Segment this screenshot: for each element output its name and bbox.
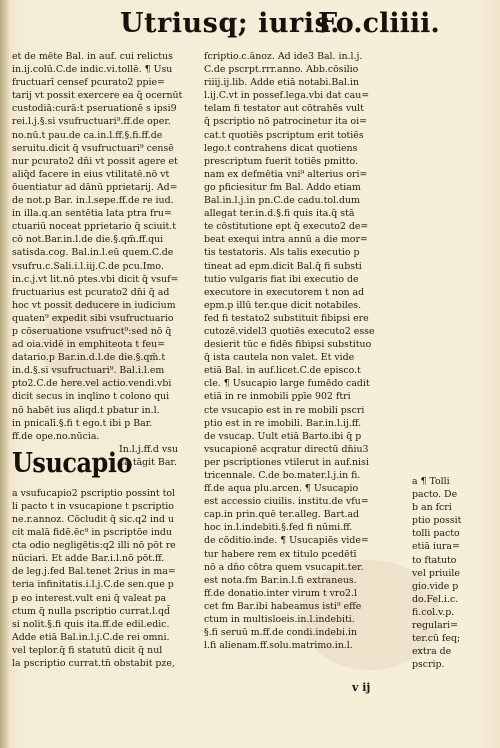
text-line: telam fi testator aut cōtrahēs vult [204,103,364,115]
text-line: etiā Bal. in auf.licet.C.de episco.t [204,365,361,377]
text-line: fructuarius est pcurato2 dn̄i q̄ ad [12,286,170,298]
text-line: est accessio ciuilis. institu.de vfu= [204,496,369,508]
text-line: li pacto t in vsucapione t pscriptio [12,500,174,512]
text-line: et de mēte Bal. in auf. cui relictus [12,51,173,62]
text-line: ff.de aqua plu.arcen. ¶ Usucapio [204,483,359,495]
text-line: fructuarī censef pcurato2 ppie= [12,77,165,89]
text-line: nam ex defmētia vni⁹ alterius ori= [204,168,368,180]
text-line: cat.t quotiēs pscriptum erit totiēs [204,129,364,141]
text-line: ad oia.vidē in emphiteota t feu= [12,339,166,351]
text-line: la pscriptio currat.tn̄ obstabit pze, [12,658,175,670]
text-line: in.c.j.vt lit.nō ptes.vbi dicit q̄ vsuf= [12,273,179,285]
text-line: est nota.fm Bar.in.l.fi extraneus. [204,574,357,586]
text-line: quaten⁹ expedit sibi vsufructuario [12,312,174,324]
text-line: Adde etiā Bal.in.l.j.C.de rei omni. [12,631,170,643]
text-line: nur pcurato2 dn̄i vt possit agere et [12,155,178,167]
text-line: ptio est in re imobili. Bar.in.l.ij.ff. [204,417,362,429]
text-line: de cōditio.inde. ¶ Usucapiēs vide= [204,535,369,547]
text-line: teria infinitatis.i.l.j.C.de sen.que p [12,579,174,591]
text-line: de leg.j.fed Bal.tenet 2rius in ma= [12,566,176,578]
text-line: si nolit.§.fi quis ita.ff.de edil.edic. [12,618,170,630]
text-line: per pscriptiones vtilerut in auf.nisi [204,456,369,468]
text-line: etiā in re inmobili ppīe 902 ftri [204,391,351,403]
text-line: C.de pscrpt.rrr.anno. Abb.cōsilio [204,64,359,76]
text-line: p eo interest.vult eni q̄ valeat pa [12,592,167,604]
rubric-side-lines [119,443,198,469]
text-line: in.d.§.si vsufructuari⁹. Bal.i.l.em [12,365,165,377]
text-line: desierit tūc e fidēs fibipsi substituo [204,339,372,351]
text-line: q̄ pscriptio nō patrocinetur ita oi= [204,116,367,128]
text-line: epm.p illū ter.que dicit notabiles. [204,299,362,311]
text-line: cle. ¶ Usucapio large fumēdo cadit [204,378,370,390]
margin-note-line: a ¶ Tolli [412,476,450,487]
text-line: fcriptio.c.ānoz. Ad ide3 Bal. in.l.j. [204,51,363,62]
text-line: go pficiesitur fm Bal. Addo etiam [204,181,361,193]
text-line: l.fi alienam.ff.solu.matrimo.in.l. [204,640,353,652]
text-line: custodiā:curā:t pseruationē s ipsi9 [12,103,177,115]
text-line: a vsufucapio2 pscriptio possint tol [12,487,176,499]
left-column-bottom-lines [12,487,198,670]
text-line: ff.de ope.no.nūcia. [12,430,100,442]
text-line: tineat ad epm.dicit Bal.q̄ fi substi [204,260,362,272]
text-line: ōuentiatur ad dānū pprietarij. Ad= [12,181,178,193]
text-line: cet fm Bar.ibi habeamus isti⁹ effe [204,600,362,612]
text-line: beat exequi intra annū a die mor= [204,234,368,246]
margin-note-line: do.Fel.i.c. [412,593,459,605]
text-line: p cōseruatione vsufruct⁹:sed nō q̄ [12,325,172,337]
text-line: nūciari. Et adde Bar.i.l.nō pōt.ff. [12,553,165,565]
marginal-notes [412,475,496,671]
text-line: de not.p Bar. in.l.sepe.ff.de re iud. [12,195,174,207]
margin-note-line: pscrip. [412,659,445,671]
text-line: tarij vt possit exercere ea q̄ ocernūt [12,90,183,102]
text-line: tur habere rem ex titulo pcedētī [204,548,357,560]
text-line: in illa.q.an sentētia lata ptra fru= [12,208,172,220]
rubric-word-usucapio: Usucapio [12,446,132,479]
text-line: pto2.C.de here.vel actio.vendi.vbi [12,378,172,390]
text-line: cap.in prin.quē ter.alleg. Bart.ad [204,509,360,521]
text-line: dicit secus in inqlino t colono qui [12,391,170,403]
text-line: ne.r.annoz. Cōcludit q̄ sic.q2 ind u [12,514,175,525]
text-line: prescriptum fuerit totiēs pmitto. [204,155,358,167]
text-line: cutozē.videl3 quotiēs executo2 esse [204,325,375,337]
text-line: aliq̄d facere in eius vtilitatē.nō vt [12,168,170,180]
text-line: cte vsucapio est in re mobili pscri [204,404,365,416]
text-line: ca.tāgit Bar. [119,456,177,468]
gutter-shadow [0,0,10,748]
text-line: ctum in multisloeis.in.l.indebiti. [204,614,355,626]
text-line: In.l.j.ff.d vsu [119,443,179,455]
margin-note-line: regulari= [412,620,458,632]
text-line: Bal.in.l.j.in pn.C.de cadu.tol.dum [204,195,360,207]
text-line: de vsucap. Uult etiā Barto.ibi q̄ p [204,430,362,442]
text-line: nō a dn̄o cōtra quem vsucapit.ter. [204,561,364,573]
text-line: cit malā fidē.ēc⁹ in pscriptōe indu [12,527,172,539]
text-line: q̄ ista cautela non valet. Et vide [204,352,355,364]
margin-note-line: ptio possit [412,515,462,527]
text-line: tricennale. C.de bo.mater.l.j.in fi. [204,470,361,481]
margin-note-line: tolli pacto [412,528,460,540]
margin-note-line: etiā iura= [412,541,460,553]
text-line: lego.t contrahens dicat quotiens [204,142,358,154]
text-line: fed fi testato2 substituit fibipsi ere [204,312,369,324]
running-head [0,6,500,46]
text-line: tutio vulgaris fiat ibi executio de [204,273,359,285]
text-line: nō habēt ius aliqd.t pbatur in.l. [12,404,160,416]
text-line: vsufru.c.Sali.i.l.iij.C.de pcu.Imo. [12,260,164,272]
text-line: ff.de donatio.inter virum t vro2.l [204,587,357,599]
text-line: rei.l.j.§.si vsufructuari⁹.ff.de oper. [12,116,171,128]
text-line: riiij.ij.lib. Adde etiā notabi.Bal.in [204,77,359,89]
folio-number: Fo.cliiii. [318,8,440,39]
text-line: hoc vt possit deducere in iudicium [12,299,176,311]
rubric-heading-block [12,443,198,487]
text-line: datario.p Bar.in.d.l.de die.§.qm̄.t [12,352,166,364]
text-line: seruitu.dicit q̄ vsufructuari⁹ censē [12,142,174,154]
margin-note-line: fi.col.v.p. [412,606,455,618]
text-line: hoc in.l.indebiti.§.fed fi nūmi.ff. [204,522,353,534]
right-text-column [204,50,409,652]
text-line: ctuariū noceat pprietario q̄ sciuit.t [12,221,177,233]
text-line: tis testatoris. Als talis executio p [204,247,360,259]
margin-note-line: extra de [412,646,452,658]
signature-mark: v ij [352,681,371,694]
left-text-column [12,50,198,670]
text-line: in.ij.colū.C.de indic.vi.tollē. ¶ Usu [12,64,173,76]
text-line: ctum q̄ nulla pscriptio currat.l.qd̄ [12,605,171,617]
text-line: §.fi seruū m.ff.de condi.indebi.in [204,627,358,639]
running-head-title: Utriusq; iuris. [120,8,341,39]
text-line: cō not.Bar.in.l.de die.§.qm̄.ff.qui [12,234,164,246]
margin-note-line: gio.vide p [412,580,459,592]
margin-note-line: ter.cū feq; [412,633,461,645]
text-line: allegat ter.in.d.§.fi quis ita.q̄ stā [204,208,355,220]
text-line: l.ij.C.vt in possef.lega.vbi dat cau= [204,90,370,102]
left-column-top-lines [12,50,198,443]
text-line: vel teplor.q̄ fi statutū dicit q̄ nul [12,644,163,656]
margin-note-line: vel priuile [412,567,460,579]
text-line: executore in executorem t non ad [204,286,365,298]
text-line: no.nū.t pau.de ca.in.l.ff.§.fi.ff.de [12,129,163,141]
text-line: cta odio negligētis:q2 illi nō pōt re [12,540,176,552]
text-line: te cōstitutione ept q̄ executo2 de= [204,221,369,233]
margin-note-line: pacto. De [412,489,458,501]
text-line: vsucapionē acqratur directū dn̄iu3 [204,443,369,455]
margin-note-line: b an fcri [412,502,452,514]
text-line: satisda.cog. Bal.in.l.eū quem.C.de [12,247,174,259]
text-line: in pnicalī.§.fi t ego.t ibi p Bar. [12,417,153,429]
margin-note-line: to ftatuto [412,554,457,566]
